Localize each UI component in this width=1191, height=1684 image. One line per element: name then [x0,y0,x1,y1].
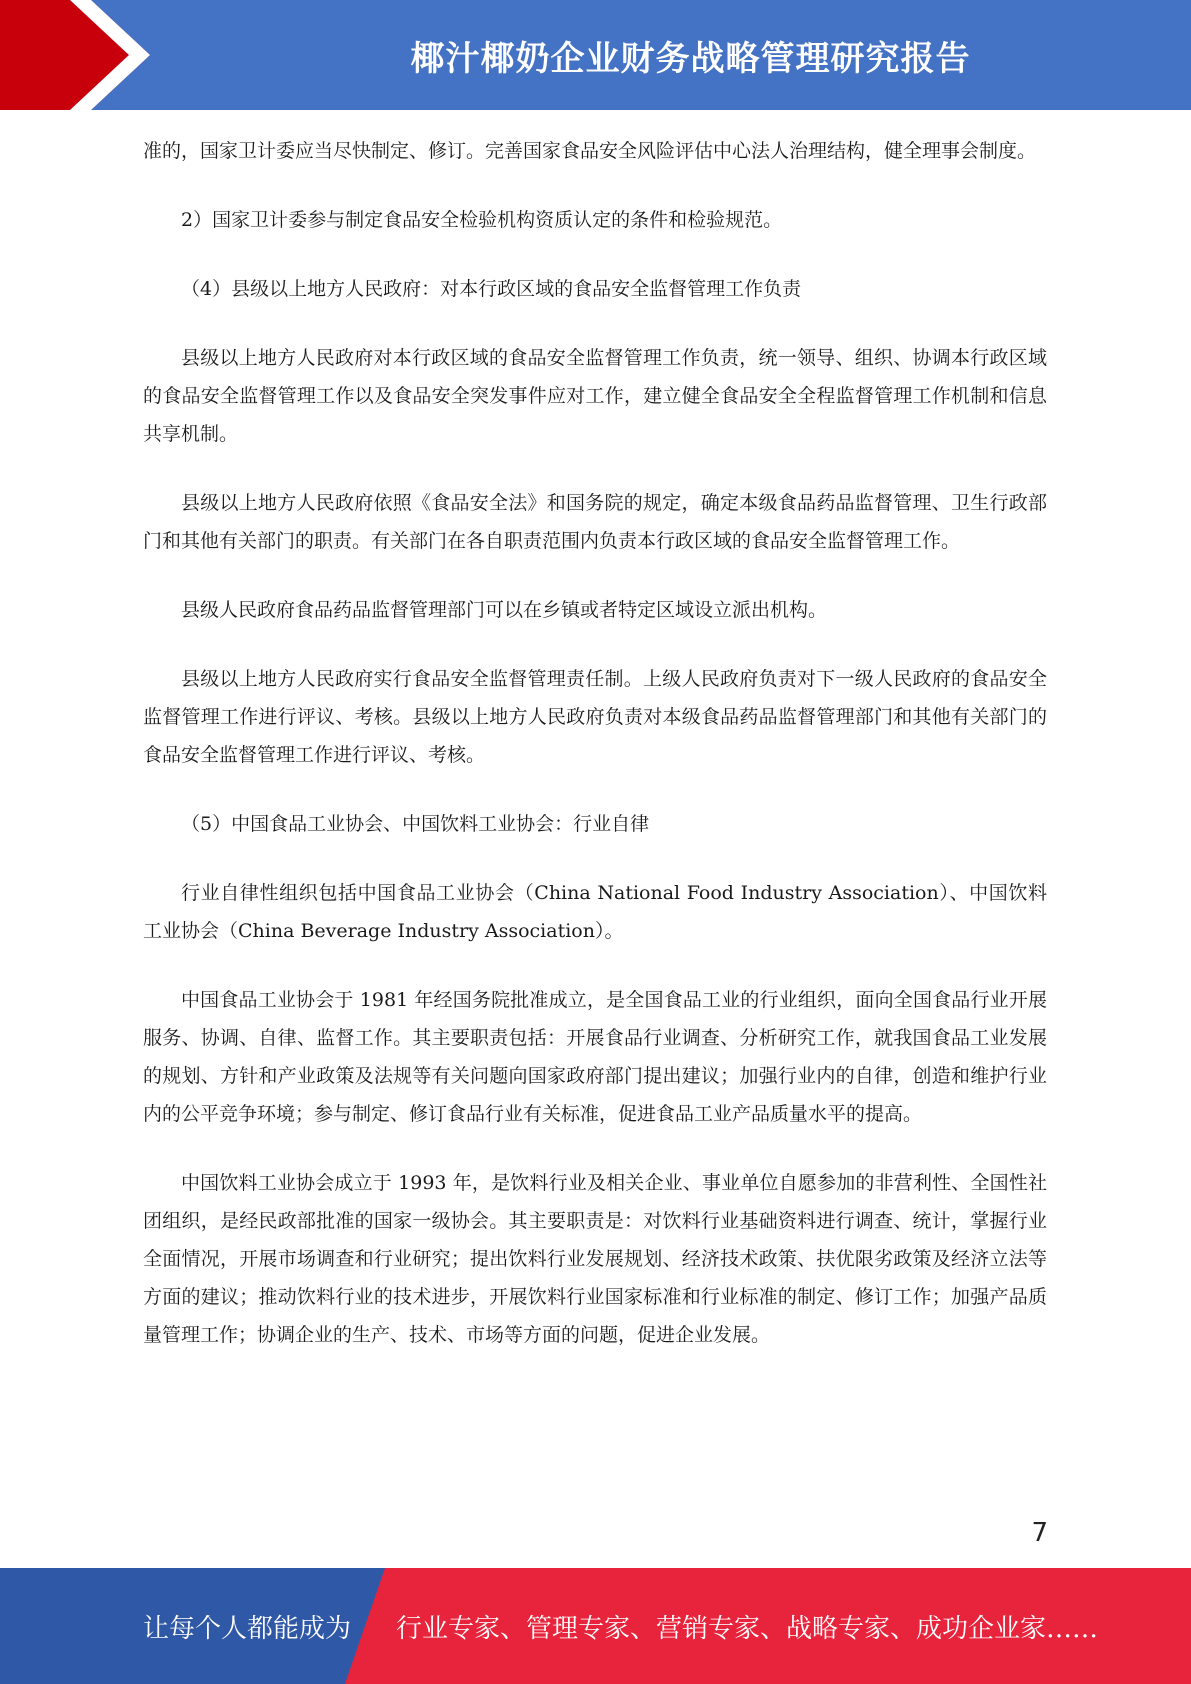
section-heading: （5）中国食品工业协会、中国饮料工业协会：行业自律 [181,813,650,835]
page-number: 7 [1031,1518,1048,1548]
footer-slogan-left: 让每个人都能成为 [143,1613,352,1644]
page-header [0,0,1191,110]
paragraph: 县级人民政府食品药品监督管理部门可以在乡镇或者特定区域设立派出机构。 [181,599,828,621]
paragraph: 县级以上地方人民政府对本行政区域的食品安全监督管理工作负责，统一领导、组织、协调本行政区域的食品安全监督管理工作以及食品安全突发事件应对工作，建立健全食品安全全程监督管理工作机制和信息共享机制。 [143,347,1047,445]
report-title: 椰汁椰奶企业财务战略管理研究报告 [410,38,971,79]
paragraph: 行业自律性组织包括中国食品工业协会（China National Food Industry Association）、中国饮料工业协会（China Beverage Industry Association）。 [143,882,1047,942]
footer-slogan-right: 行业专家、管理专家、营销专家、战略专家、成功企业家…… [396,1613,1099,1644]
page-footer [0,1568,1191,1684]
paragraph: 准的，国家卫计委应当尽快制定、修订。完善国家食品安全风险评估中心法人治理结构，健全理事会制度。 [143,140,1037,162]
paragraph: 中国食品工业协会于 1981 年经国务院批准成立，是全国食品工业的行业组织，面向全国食品行业开展服务、协调、自律、监督工作。其主要职责包括：开展食品行业调查、分析研究工作，就我国食品工业发展的规划、方针和产业政策及法规等有关问题向国家政府部门提出建议；加强行业内的自律，创造和维护行业内的公平竞争环境；参与制定、修订食品行业有关标准，促进食品工业产品质量水平的提高。 [143,989,1047,1125]
paragraph: 县级以上地方人民政府实行食品安全监督管理责任制。上级人民政府负责对下一级人民政府的食品安全监督管理工作进行评议、考核。县级以上地方人民政府负责对本级食品药品监督管理部门和其他有关部门的食品安全监督管理工作进行评议、考核。 [143,668,1047,766]
paragraph: 县级以上地方人民政府依照《食品安全法》和国务院的规定，确定本级食品药品监督管理、卫生行政部门和其他有关部门的职责。有关部门在各自职责范围内负责本行政区域的食品安全监督管理工作。 [143,492,1047,552]
paragraph: 中国饮料工业协会成立于 1993 年，是饮料行业及相关企业、事业单位自愿参加的非营利性、全国性社团组织，是经民政部批准的国家一级协会。其主要职责是：对饮料行业基础资料进行调查、统计，掌握行业全面情况，开展市场调查和行业研究；提出饮料行业发展规划、经济技术政策、扶优限劣政策及经济立法等方面的建议；推动饮料行业的技术进步，开展饮料行业国家标准和行业标准的制定、修订工作；加强产品质量管理工作；协调企业的生产、技术、市场等方面的问题，促进企业发展。 [143,1172,1047,1346]
document-body [143,132,1047,1385]
section-heading: （4）县级以上地方人民政府：对本行政区域的食品安全监督管理工作负责 [181,278,802,300]
header-red-arrow-shape [0,0,150,110]
paragraph: 2）国家卫计委参与制定食品安全检验机构资质认定的条件和检验规范。 [181,209,783,231]
